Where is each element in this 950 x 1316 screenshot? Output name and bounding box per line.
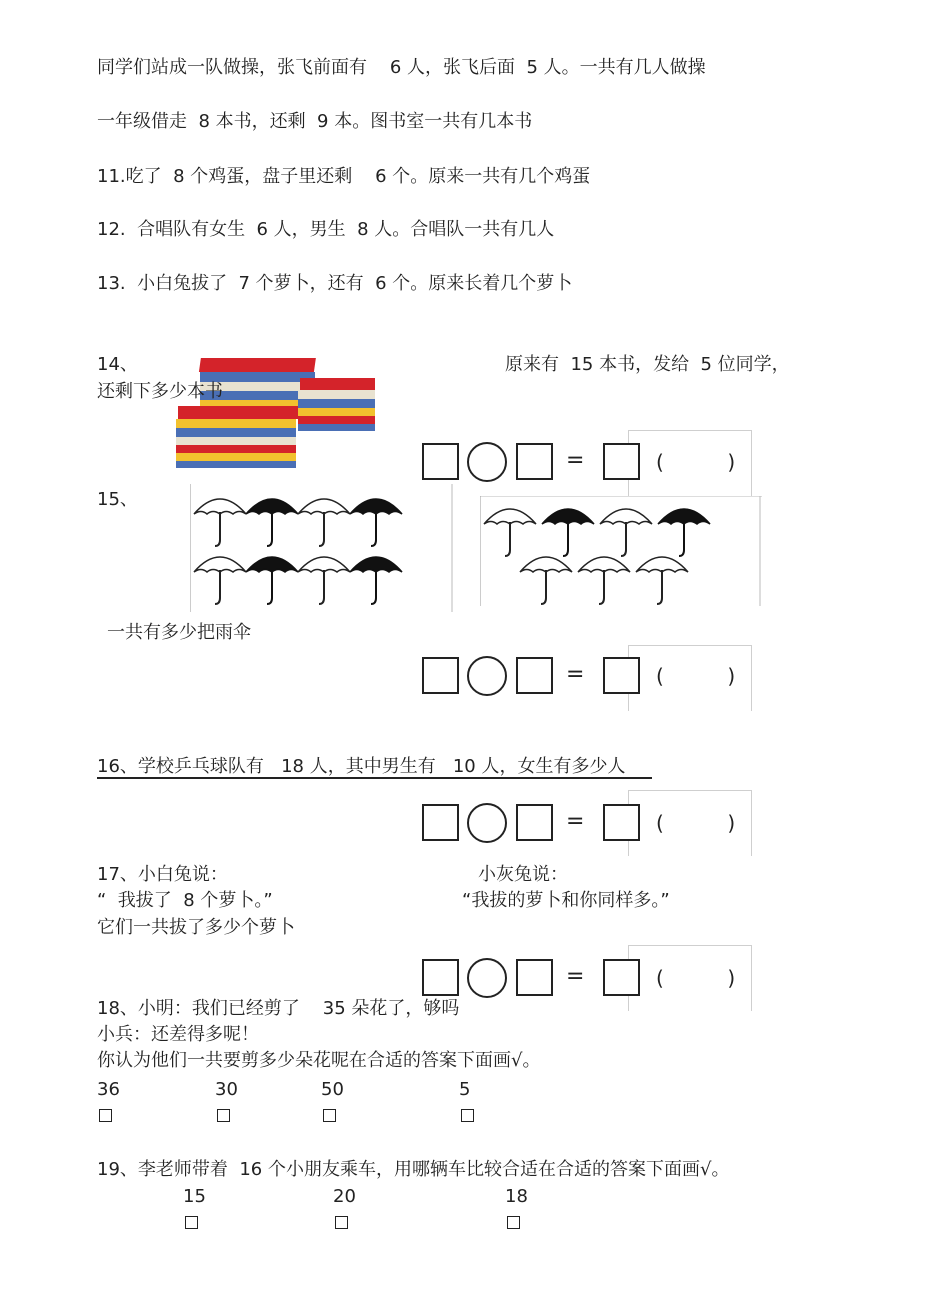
question-14-text: 原来有 15 本书，发给 5 位同学，: [505, 354, 790, 375]
q19-option-checkbox[interactable]: [507, 1216, 520, 1229]
question-18-instruction: 你认为他们一共要剪多少朵花呢在合适的答案下面画√。: [97, 1050, 541, 1071]
book-stack-front: [176, 406, 298, 468]
panel-border: [751, 430, 752, 496]
number-box[interactable]: [516, 657, 553, 694]
question-14-text-continued: 还剩下多少本书: [97, 381, 223, 402]
panel-border: [628, 645, 752, 646]
operator-circle[interactable]: [467, 958, 507, 998]
result-box[interactable]: [603, 804, 640, 841]
panel-border: [628, 790, 752, 791]
q19-option-label: 15: [183, 1186, 206, 1207]
result-box[interactable]: [603, 443, 640, 480]
question-17-question: 它们一共拔了多少个萝卜: [97, 917, 295, 938]
q18-option-checkbox[interactable]: [323, 1109, 336, 1122]
question-11: 11.吃了 8 个鸡蛋，盘子里还剩 6 个。原来一共有几个鸡蛋: [97, 166, 591, 187]
question-17-grey-rabbit-quote: “我拔的萝卜和你同样多。”: [462, 890, 670, 911]
equals-sign: =: [566, 448, 585, 473]
question-12: 12. 合唱队有女生 6 人，男生 8 人。合唱队一共有几人: [97, 219, 555, 240]
question-14-number: 14、: [97, 354, 138, 375]
books-illustration: [170, 350, 380, 470]
panel-border: [751, 790, 752, 856]
question-16: 16、学校乒乓球队有 18 人，其中男生有 10 人，女生有多少人: [97, 756, 626, 777]
q18-option-checkbox[interactable]: [217, 1109, 230, 1122]
panel-border: [751, 645, 752, 711]
question-17-white-rabbit: 17、小白兔说：: [97, 864, 228, 885]
book-stack-right: [298, 378, 375, 431]
question-15-number: 15、: [97, 489, 138, 510]
umbrella-group-right: [480, 496, 762, 606]
question-18-xiaoming: 18、小明：我们已经剪了 35 朵花了，够吗: [97, 998, 460, 1019]
q19-option-checkbox[interactable]: [185, 1216, 198, 1229]
result-box[interactable]: [603, 657, 640, 694]
q18-option-checkbox[interactable]: [99, 1109, 112, 1122]
question-13: 13. 小白兔拔了 7 个萝卜，还有 6 个。原来长着几个萝卜: [97, 273, 573, 294]
number-box[interactable]: [422, 959, 459, 996]
q18-option-label: 50: [321, 1079, 344, 1100]
question-19: 19、李老师带着 16 个小朋友乘车，用哪辆车比较合适在合适的答案下面画√。: [97, 1159, 730, 1180]
panel-border: [628, 430, 752, 431]
number-box[interactable]: [516, 959, 553, 996]
question-15-text: 一共有多少把雨伞: [107, 622, 251, 643]
equals-sign: =: [566, 964, 585, 989]
q18-option-label: 30: [215, 1079, 238, 1100]
equals-sign: =: [566, 662, 585, 687]
operator-circle[interactable]: [467, 442, 507, 482]
q18-option-label: 36: [97, 1079, 120, 1100]
question-17-grey-rabbit: 小灰兔说：: [478, 864, 568, 885]
q19-option-label: 20: [333, 1186, 356, 1207]
question-9: 一年级借走 8 本书，还剩 9 本。图书室一共有几本书: [97, 111, 533, 132]
question-17-white-rabbit-quote: “ 我拔了 8 个萝卜。”: [97, 890, 273, 911]
question-8: 同学们站成一队做操，张飞前面有 6 人，张飞后面 5 人。一共有几人做操: [97, 57, 706, 78]
umbrella-group-left: [190, 484, 454, 612]
panel-border: [628, 945, 752, 946]
unit-parentheses[interactable]: ( ): [656, 450, 736, 474]
panel-border: [751, 945, 752, 1011]
number-box[interactable]: [516, 804, 553, 841]
unit-parentheses[interactable]: ( ): [656, 811, 736, 835]
q18-option-checkbox[interactable]: [461, 1109, 474, 1122]
q19-option-checkbox[interactable]: [335, 1216, 348, 1229]
operator-circle[interactable]: [467, 656, 507, 696]
result-box[interactable]: [603, 959, 640, 996]
question-18-xiaobing: 小兵：还差得多呢！: [97, 1024, 259, 1045]
q19-option-label: 18: [505, 1186, 528, 1207]
number-box[interactable]: [422, 443, 459, 480]
unit-parentheses[interactable]: ( ): [656, 966, 736, 990]
operator-circle[interactable]: [467, 803, 507, 843]
number-box[interactable]: [422, 657, 459, 694]
question-16-underline: [97, 777, 652, 779]
equals-sign: =: [566, 809, 585, 834]
q18-option-label: 5: [459, 1079, 471, 1100]
number-box[interactable]: [422, 804, 459, 841]
unit-parentheses[interactable]: ( ): [656, 664, 736, 688]
number-box[interactable]: [516, 443, 553, 480]
